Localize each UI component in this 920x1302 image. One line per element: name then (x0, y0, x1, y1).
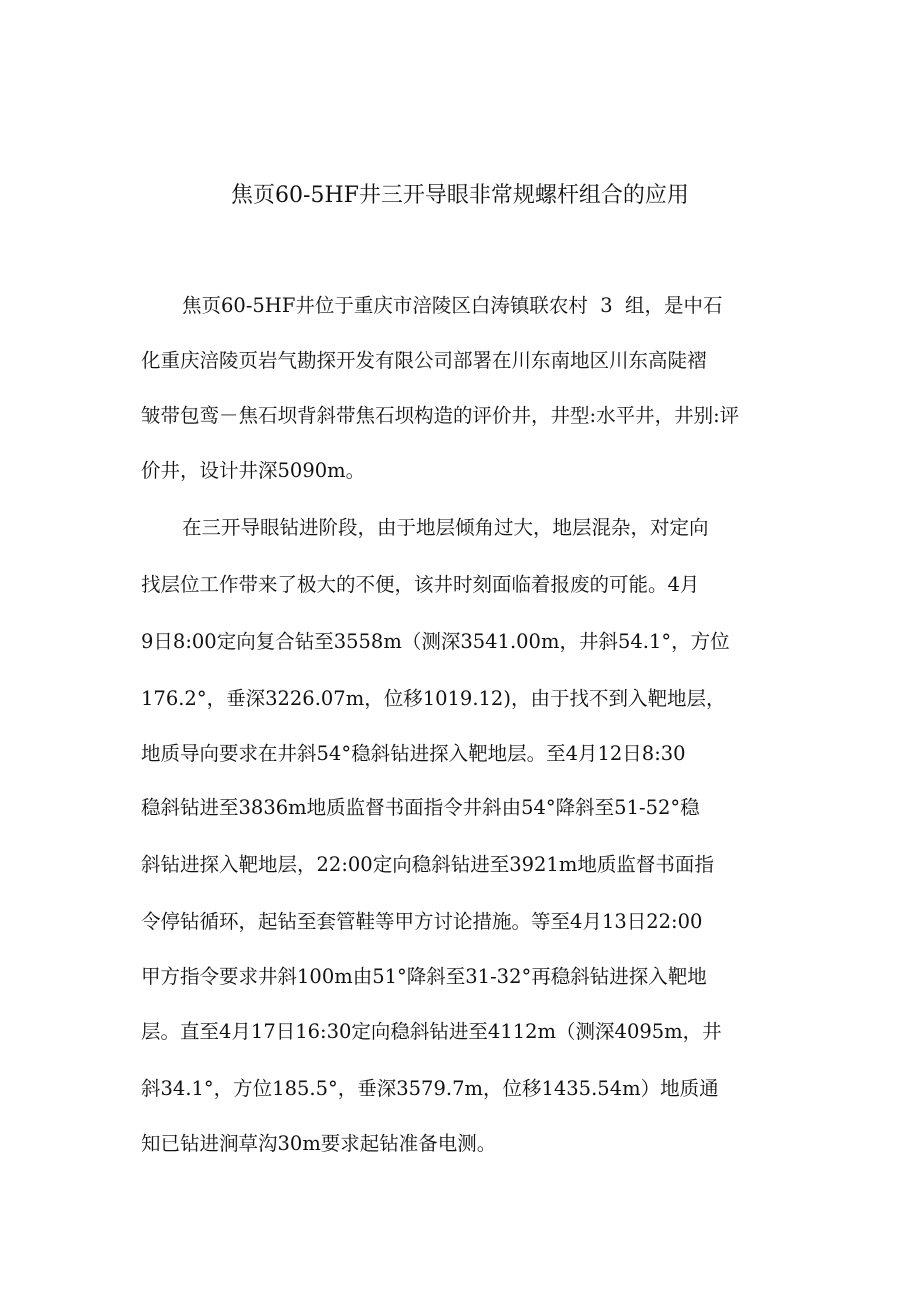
document-title: 焦页60-5HF井三开导眼非常规螺杆组合的应用 (231, 183, 689, 208)
paragraph-2-line-5: 地质导向要求在井斜54°稳斜钻进探入靶地层。至4月12日8:30 (141, 742, 686, 765)
paragraph-2-line-7: 斜钻进探入靶地层，22:00定向稳斜钻进至3921m地质监督书面指 (141, 853, 714, 876)
paragraph-1-line-1: 焦页60-5HF井位于重庆市涪陵区白涛镇联农村 3 组，是中石 (182, 294, 723, 317)
paragraph-2-line-1: 在三开导眼钻进阶段，由于地层倾角过大，地层混杂，对定向 (182, 516, 709, 539)
paragraph-2-line-9: 甲方指令要求井斜100m由51°降斜至31-32°再稳斜钻进探入靶地 (141, 965, 707, 988)
paragraph-1-line-4: 价井，设计井深5090m。 (141, 459, 366, 482)
paragraph-2-line-11: 斜34.1°，方位185.5°，垂深3579.7m，位移1435.54m）地质通 (141, 1077, 719, 1100)
paragraph-2-line-10: 层。直至4月17日16:30定向稳斜钻进至4112m（测深4095m，井 (141, 1020, 722, 1043)
paragraph-2-line-2: 找层位工作带来了极大的不便，该井时刻面临着报废的可能。4月 (141, 573, 700, 596)
paragraph-2-line-12: 知已钻进涧草沟30m要求起钻准备电测。 (141, 1132, 497, 1155)
paragraph-2-line-8: 令停钻循环，起钻至套管鞋等甲方讨论措施。等至4月13日22:00 (141, 910, 703, 933)
paragraph-1-line-3: 皱带包鸾－焦石坝背斜带焦石坝构造的评价井，井型:水平井，井别:评 (141, 404, 740, 427)
paragraph-2-line-4: 176.2°，垂深3226.07m，位移1019.12)，由于找不到入靶地层， (141, 687, 726, 710)
paragraph-1-line-2: 化重庆涪陵页岩气勘探开发有限公司部署在川东南地区川东高陡褶 (141, 349, 707, 372)
paragraph-2-line-6: 稳斜钻进至3836m地质监督书面指令井斜由54°降斜至51-52°稳 (141, 796, 700, 819)
paragraph-2-line-3: 9日8:00定向复合钻至3558m（测深3541.00m，井斜54.1°，方位 (141, 630, 730, 653)
